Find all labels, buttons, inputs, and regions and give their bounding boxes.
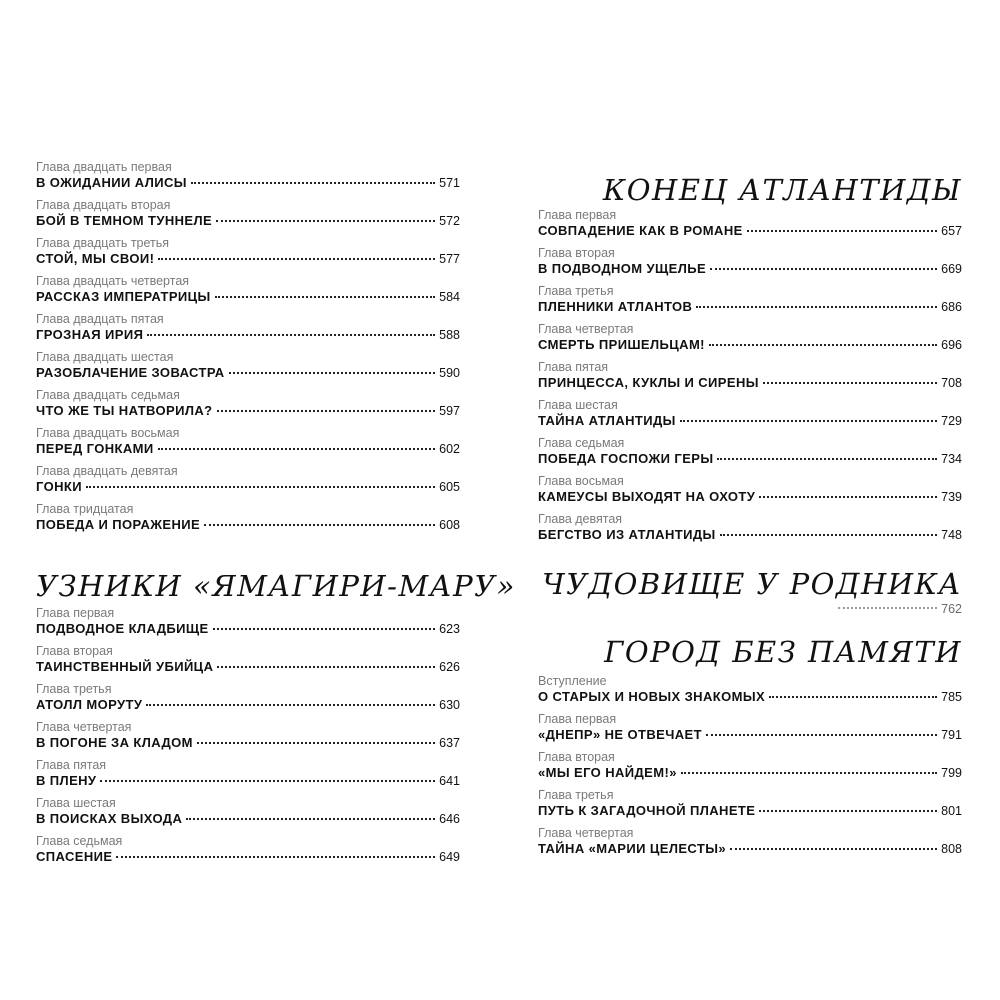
chapter-title: ГОНКИ (36, 479, 82, 494)
chapter-number-label: Глава первая (36, 606, 115, 620)
page-number: 657 (941, 224, 962, 238)
toc-entry (538, 750, 962, 782)
chapter-title: В ПОГОНЕ ЗА КЛАДОМ (36, 735, 193, 750)
page-number: 791 (941, 728, 962, 742)
dot-leader (681, 772, 937, 774)
chapter-row (36, 212, 460, 230)
dot-leader (217, 410, 436, 412)
page-number: 602 (439, 442, 460, 456)
chapter-number-label: Глава третья (36, 682, 112, 696)
page-number: 696 (941, 338, 962, 352)
chapter-row (538, 764, 962, 782)
dot-leader (709, 344, 937, 346)
toc-entry (538, 512, 962, 544)
chapter-number-label: Глава двадцать третья (36, 236, 170, 250)
page-number: 577 (439, 252, 460, 266)
part-title: КОНЕЦ АТЛАНТИДЫ (602, 173, 962, 207)
toc-entry (538, 826, 962, 858)
page-number: 762 (941, 602, 962, 616)
toc-entry (36, 274, 460, 306)
dot-leader (216, 220, 435, 222)
chapter-title: ГРОЗНАЯ ИРИЯ (36, 327, 144, 342)
chapter-row (538, 688, 962, 706)
left-page-toc (36, 160, 516, 872)
page-number: 649 (439, 850, 460, 864)
toc-entry (538, 398, 962, 430)
page-number: 686 (941, 300, 962, 314)
chapter-title: ТАЙНА АТЛАНТИДЫ (538, 413, 676, 428)
chapter-number-label: Глава вторая (538, 246, 615, 260)
toc-entry (36, 644, 460, 676)
right-page-toc (538, 160, 962, 864)
toc-group (538, 674, 962, 858)
chapter-row (36, 250, 460, 268)
chapter-title: ПОДВОДНОЕ КЛАДБИЩЕ (36, 621, 209, 636)
chapter-number-label: Глава двадцать восьмая (36, 426, 180, 440)
page-number: 729 (941, 414, 962, 428)
dot-leader (146, 704, 435, 706)
dot-leader (730, 848, 937, 850)
dot-leader (191, 182, 435, 184)
chapter-number-label: Глава седьмая (36, 834, 123, 848)
chapter-title: В ПОДВОДНОМ УЩЕЛЬЕ (538, 261, 707, 276)
toc-entry (538, 674, 962, 706)
dot-leader (717, 458, 937, 460)
chapter-number-label: Глава четвертая (538, 826, 634, 840)
chapter-row (36, 364, 460, 382)
chapter-title: ТАИНСТВЕННЫЙ УБИЙЦА (36, 659, 214, 674)
chapter-number-label: Глава девятая (538, 512, 623, 526)
toc-entry (36, 236, 460, 268)
toc-entry (36, 606, 460, 638)
dot-leader (747, 230, 937, 232)
chapter-row (36, 620, 460, 638)
chapter-title: ЧТО ЖЕ ТЫ НАТВОРИЛА? (36, 403, 213, 418)
dot-leader (158, 258, 435, 260)
toc-entry (36, 350, 460, 382)
dot-leader (769, 696, 937, 698)
chapter-number-label: Глава третья (538, 284, 614, 298)
chapter-title: АТОЛЛ МОРУТУ (36, 697, 143, 712)
dot-leader (204, 524, 435, 526)
chapter-row (36, 696, 460, 714)
chapter-row (36, 326, 460, 344)
chapter-row (538, 488, 962, 506)
dot-leader (116, 856, 435, 858)
chapter-row (538, 374, 962, 392)
chapter-row (538, 526, 962, 544)
page-number: 734 (941, 452, 962, 466)
toc-entry (538, 322, 962, 354)
toc-group (36, 160, 460, 534)
chapter-number-label: Глава двадцать девятая (36, 464, 178, 478)
chapter-title: ПРИНЦЕССА, КУКЛЫ И СИРЕНЫ (538, 375, 759, 390)
dot-leader (186, 818, 435, 820)
dot-leader (213, 628, 436, 630)
toc-entry (538, 712, 962, 744)
dot-leader (759, 810, 937, 812)
page-number: 646 (439, 812, 460, 826)
dot-leader (86, 486, 435, 488)
part-title: УЗНИКИ «ЯМАГИРИ-МАРУ» (36, 569, 516, 603)
chapter-row (538, 726, 962, 744)
page-number: 708 (941, 376, 962, 390)
dot-leader (158, 448, 436, 450)
chapter-title: ПОБЕДА ГОСПОЖИ ГЕРЫ (538, 451, 714, 466)
chapter-row (36, 516, 460, 534)
chapter-title: СМЕРТЬ ПРИШЕЛЬЦАМ! (538, 337, 705, 352)
toc-group (36, 606, 460, 866)
toc-entry (36, 388, 460, 420)
chapter-row (538, 840, 962, 858)
chapter-row (36, 174, 460, 192)
page-number: 808 (941, 842, 962, 856)
dot-leader (100, 780, 435, 782)
toc-entry (36, 720, 460, 752)
toc-entry (538, 436, 962, 468)
chapter-number-label: Глава пятая (538, 360, 609, 374)
toc-entry (36, 464, 460, 496)
chapter-row (538, 802, 962, 820)
chapter-row (36, 734, 460, 752)
chapter-title: РАССКАЗ ИМПЕРАТРИЦЫ (36, 289, 211, 304)
dot-leader (763, 382, 937, 384)
chapter-title: ПУТЬ К ЗАГАДОЧНОЙ ПЛАНЕТЕ (538, 803, 756, 818)
dot-leader (720, 534, 938, 536)
toc-entry (36, 502, 460, 534)
toc-entry (36, 160, 460, 192)
chapter-title: СОВПАДЕНИЕ КАК В РОМАНЕ (538, 223, 743, 238)
chapter-row (538, 412, 962, 430)
chapter-title: В ПОИСКАХ ВЫХОДА (36, 811, 183, 826)
chapter-row (36, 810, 460, 828)
toc-entry (538, 284, 962, 316)
page-number: 626 (439, 660, 460, 674)
chapter-number-label: Глава первая (538, 712, 617, 726)
chapter-number-label: Глава первая (538, 208, 617, 222)
dot-leader (217, 666, 435, 668)
chapter-title: ПОБЕДА И ПОРАЖЕНИЕ (36, 517, 201, 532)
page-number: 584 (439, 290, 460, 304)
chapter-title: КАМЕУСЫ ВЫХОДЯТ НА ОХОТУ (538, 489, 756, 504)
page-number: 669 (941, 262, 962, 276)
chapter-number-label: Глава двадцать седьмая (36, 388, 180, 402)
chapter-number-label: Глава четвертая (36, 720, 132, 734)
chapter-number-label: Глава двадцать пятая (36, 312, 164, 326)
page-number: 597 (439, 404, 460, 418)
page-number: 608 (439, 518, 460, 532)
chapter-title: РАЗОБЛАЧЕНИЕ ЗОВАСТРА (36, 365, 225, 380)
chapter-title: СТОЙ, МЫ СВОИ! (36, 251, 155, 266)
page-number: 748 (941, 528, 962, 542)
chapter-row (36, 288, 460, 306)
chapter-number-label: Глава восьмая (538, 474, 624, 488)
chapter-title: БЕГСТВО ИЗ АТЛАНТИДЫ (538, 527, 716, 542)
chapter-title: В ПЛЕНУ (36, 773, 97, 788)
toc-entry (36, 834, 460, 866)
toc-entry (36, 312, 460, 344)
chapter-number-label: Глава вторая (538, 750, 615, 764)
toc-entry (36, 198, 460, 230)
chapter-title: В ОЖИДАНИИ АЛИСЫ (36, 175, 187, 190)
toc-entry (538, 246, 962, 278)
chapter-row (538, 298, 962, 316)
toc-group (538, 208, 962, 544)
chapter-title: ТАЙНА «МАРИИ ЦЕЛЕСТЫ» (538, 841, 726, 856)
dot-leader (838, 607, 937, 609)
page-number: 588 (439, 328, 460, 342)
chapter-number-label: Глава двадцать первая (36, 160, 172, 174)
chapter-row (36, 772, 460, 790)
dot-leader (759, 496, 937, 498)
chapter-row (538, 450, 962, 468)
chapter-row (36, 658, 460, 676)
page-number: 630 (439, 698, 460, 712)
page-number: 641 (439, 774, 460, 788)
part-title: ГОРОД БЕЗ ПАМЯТИ (604, 635, 962, 669)
toc-entry (36, 796, 460, 828)
chapter-number-label: Глава пятая (36, 758, 107, 772)
page-number: 801 (941, 804, 962, 818)
toc-entry (36, 758, 460, 790)
chapter-title: О СТАРЫХ И НОВЫХ ЗНАКОМЫХ (538, 689, 766, 704)
page-number: 571 (439, 176, 460, 190)
dot-leader (147, 334, 435, 336)
chapter-row (538, 260, 962, 278)
chapter-title: ПЛЕННИКИ АТЛАНТОВ (538, 299, 693, 314)
chapter-number-label: Вступление (538, 674, 607, 688)
chapter-row (36, 848, 460, 866)
page-number: 739 (941, 490, 962, 504)
page-number: 605 (439, 480, 460, 494)
toc-entry (538, 208, 962, 240)
chapter-number-label: Глава двадцать вторая (36, 198, 171, 212)
chapter-number-label: Глава четвертая (538, 322, 634, 336)
page-number: 799 (941, 766, 962, 780)
page-number: 637 (439, 736, 460, 750)
toc-entry (36, 426, 460, 458)
dot-leader (680, 420, 937, 422)
chapter-row (36, 402, 460, 420)
dot-leader (710, 268, 937, 270)
chapter-title: «МЫ ЕГО НАЙДЕМ!» (538, 765, 677, 780)
chapter-number-label: Глава седьмая (538, 436, 625, 450)
page-number: 590 (439, 366, 460, 380)
chapter-number-label: Глава шестая (538, 398, 618, 412)
dot-leader (215, 296, 435, 298)
chapter-number-label: Глава двадцать шестая (36, 350, 174, 364)
dot-leader (197, 742, 435, 744)
page-number: 623 (439, 622, 460, 636)
chapter-number-label: Глава шестая (36, 796, 116, 810)
toc-entry (538, 360, 962, 392)
toc-entry (538, 788, 962, 820)
toc-entry (36, 682, 460, 714)
dot-leader (229, 372, 436, 374)
page-number: 785 (941, 690, 962, 704)
chapter-number-label: Глава вторая (36, 644, 113, 658)
chapter-row (36, 478, 460, 496)
dot-leader (696, 306, 937, 308)
chapter-number-label: Глава двадцать четвертая (36, 274, 190, 288)
chapter-title: БОЙ В ТЕМНОМ ТУННЕЛЕ (36, 213, 213, 228)
standalone-entry (538, 602, 962, 618)
chapter-title: «ДНЕПР» НЕ ОТВЕЧАЕТ (538, 727, 702, 742)
chapter-number-label: Глава тридцатая (36, 502, 134, 516)
chapter-title: ПЕРЕД ГОНКАМИ (36, 441, 154, 456)
chapter-title: СПАСЕНИЕ (36, 849, 113, 864)
toc-entry (538, 474, 962, 506)
chapter-row (538, 336, 962, 354)
chapter-row (538, 222, 962, 240)
chapter-number-label: Глава третья (538, 788, 614, 802)
dot-leader (706, 734, 937, 736)
page-number: 572 (439, 214, 460, 228)
chapter-row (36, 440, 460, 458)
part-title: ЧУДОВИЩЕ У РОДНИКА (542, 567, 962, 601)
